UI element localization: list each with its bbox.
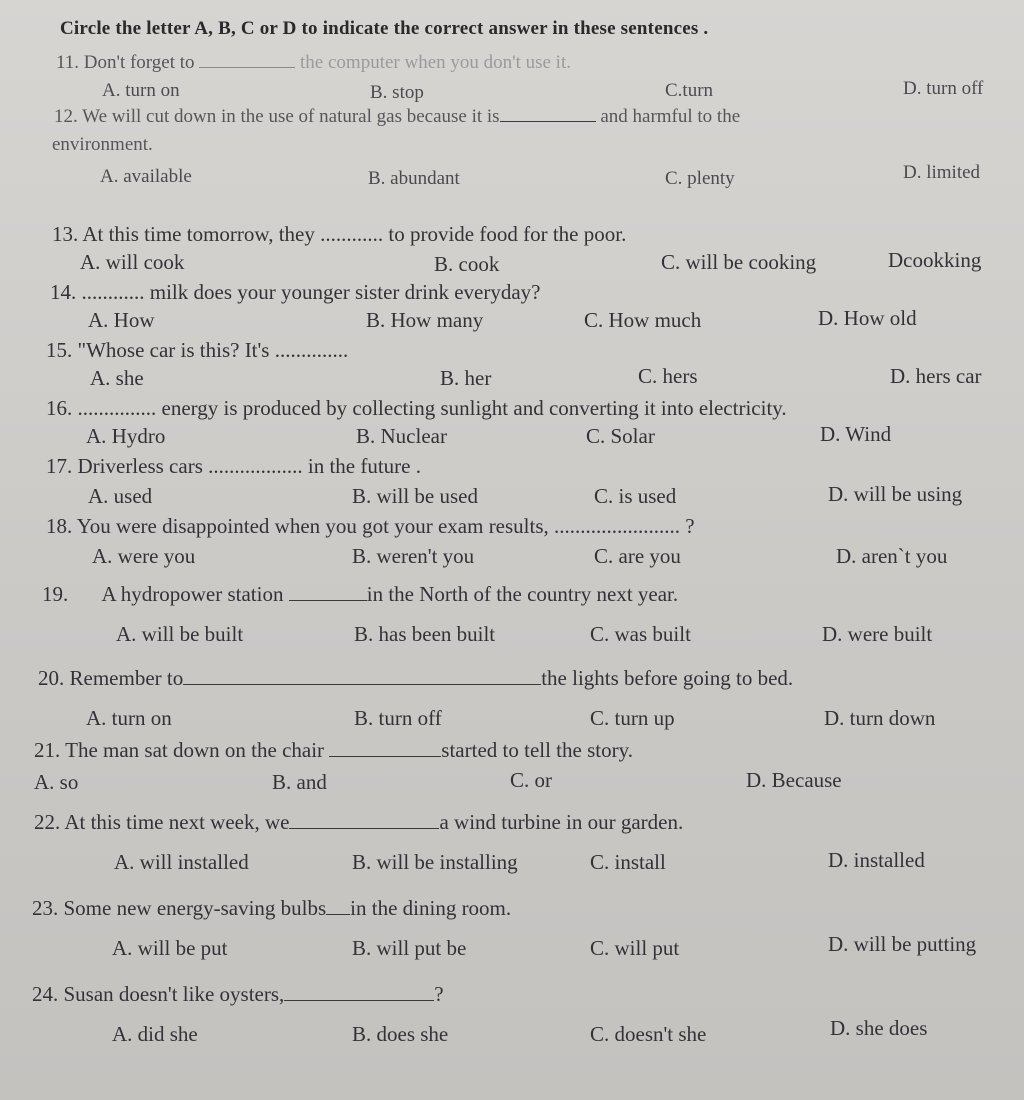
option-a: A. available xyxy=(100,166,192,187)
option-c: C. install xyxy=(590,850,666,874)
question-12 xyxy=(54,106,740,128)
option-d: D. were built xyxy=(822,622,933,646)
option-a: A. will installed xyxy=(114,850,249,874)
question-text-tail: in the North of the country next year. xyxy=(366,582,679,606)
question-text-tail: and harmful to the xyxy=(600,106,741,127)
option-b: B. turn off xyxy=(354,706,442,730)
question-24 xyxy=(32,982,444,1007)
option-a: A. used xyxy=(88,484,153,508)
option-d: D. Wind xyxy=(820,422,892,446)
instruction-heading: Circle the letter A, B, C or D to indicate the correct answer in these sentences . xyxy=(60,18,709,39)
option-d: D. turn down xyxy=(824,706,936,730)
option-a: A. will be built xyxy=(116,622,244,646)
question-13: 13. At this time tomorrow, they ............ to provide food for the poor. xyxy=(52,222,627,246)
question-17: 17. Driverless cars .................. in the future . xyxy=(46,454,421,478)
option-c: C. or xyxy=(510,768,552,792)
option-c: C. Solar xyxy=(586,424,655,448)
option-a: A. How xyxy=(88,308,155,332)
option-a: A. turn on xyxy=(86,706,172,730)
option-c: C. How much xyxy=(584,308,702,332)
question-text-tail: the computer when you don't use it. xyxy=(300,52,571,73)
option-b: B. her xyxy=(440,366,492,390)
option-b: B. stop xyxy=(370,82,424,103)
option-d: D. she does xyxy=(830,1016,928,1040)
answer-blank xyxy=(284,999,434,1001)
answer-blank xyxy=(289,827,439,829)
option-b: B. How many xyxy=(366,308,484,332)
answer-blank xyxy=(500,120,596,122)
option-d: D. limited xyxy=(903,162,981,183)
option-c: C. are you xyxy=(594,544,681,568)
option-d: D. will be putting xyxy=(828,932,977,956)
option-a: A. she xyxy=(90,366,144,390)
option-c: C. will put xyxy=(590,936,680,960)
question-text-tail: a wind turbine in our garden. xyxy=(439,810,684,834)
question-12-line2: environment. xyxy=(52,134,153,155)
answer-blank xyxy=(326,913,350,915)
option-c: C.turn xyxy=(665,80,714,101)
option-b: B. does she xyxy=(352,1022,449,1046)
answer-blank xyxy=(199,66,295,68)
question-text: 24. Susan doesn't like oysters, xyxy=(32,982,285,1006)
question-11 xyxy=(56,52,571,74)
option-d: D. installed xyxy=(828,848,925,872)
option-b: B. and xyxy=(272,770,327,794)
option-c: C. hers xyxy=(638,364,698,388)
option-a: A. were you xyxy=(92,544,196,568)
question-23 xyxy=(32,896,511,921)
question-14: 14. ............ milk does your younger sister drink everyday? xyxy=(50,280,541,304)
option-b: B. will be installing xyxy=(352,850,518,874)
question-text: 23. Some new energy-saving bulbs xyxy=(32,896,327,920)
option-d: D. will be using xyxy=(828,482,963,506)
option-a: A. will be put xyxy=(112,936,228,960)
question-text: 22. At this time next week, we xyxy=(34,810,290,834)
question-text-tail: in the dining room. xyxy=(350,896,512,920)
question-16: 16. ............... energy is produced by collecting sunlight and converting it into electricity. xyxy=(46,396,787,420)
option-b: B. will be used xyxy=(352,484,478,508)
question-number: 19. xyxy=(42,582,69,606)
option-b: B. has been built xyxy=(354,622,496,646)
option-b: B. will put be xyxy=(352,936,467,960)
question-20 xyxy=(38,666,793,691)
answer-blank xyxy=(329,755,441,757)
question-text-tail: the lights before going to bed. xyxy=(541,666,794,690)
option-a: A. turn on xyxy=(102,80,180,101)
question-text-tail: started to tell the story. xyxy=(441,738,633,762)
option-a: A. will cook xyxy=(80,250,185,274)
option-d: D. hers car xyxy=(890,364,982,388)
option-c: C. was built xyxy=(590,622,691,646)
option-a: A. Hydro xyxy=(86,424,166,448)
question-19 xyxy=(42,582,678,607)
option-b: B. weren't you xyxy=(352,544,475,568)
answer-blank xyxy=(183,683,541,685)
option-b: B. abundant xyxy=(368,168,460,189)
option-b: B. cook xyxy=(434,252,500,276)
option-d: D. How old xyxy=(818,306,917,330)
option-a: A. did she xyxy=(112,1022,198,1046)
question-15: 15. "Whose car is this? It's .............. xyxy=(46,338,349,362)
question-text: 12. We will cut down in the use of natural gas because it is xyxy=(54,106,500,127)
option-d: D. turn off xyxy=(903,78,984,99)
question-21 xyxy=(34,738,633,763)
option-c: C. will be cooking xyxy=(661,250,817,274)
question-text: 11. Don't forget to xyxy=(56,52,195,73)
answer-blank xyxy=(289,599,367,601)
option-a: A. so xyxy=(34,770,79,794)
option-c: C. plenty xyxy=(665,168,735,189)
option-c: C. turn up xyxy=(590,706,675,730)
question-22 xyxy=(34,810,683,835)
option-c: C. is used xyxy=(594,484,677,508)
question-18: 18. You were disappointed when you got your exam results, ........................ ? xyxy=(46,514,695,538)
option-d: D. aren`t you xyxy=(836,544,948,568)
option-d: D. Because xyxy=(746,768,842,792)
question-text-tail: ? xyxy=(434,982,444,1006)
question-text: A hydropower station xyxy=(101,582,284,606)
option-c: C. doesn't she xyxy=(590,1022,707,1046)
question-text: 20. Remember to xyxy=(38,666,184,690)
question-text: 21. The man sat down on the chair xyxy=(34,738,325,762)
option-b: B. Nuclear xyxy=(356,424,447,448)
option-d: Dcookking xyxy=(888,248,982,272)
